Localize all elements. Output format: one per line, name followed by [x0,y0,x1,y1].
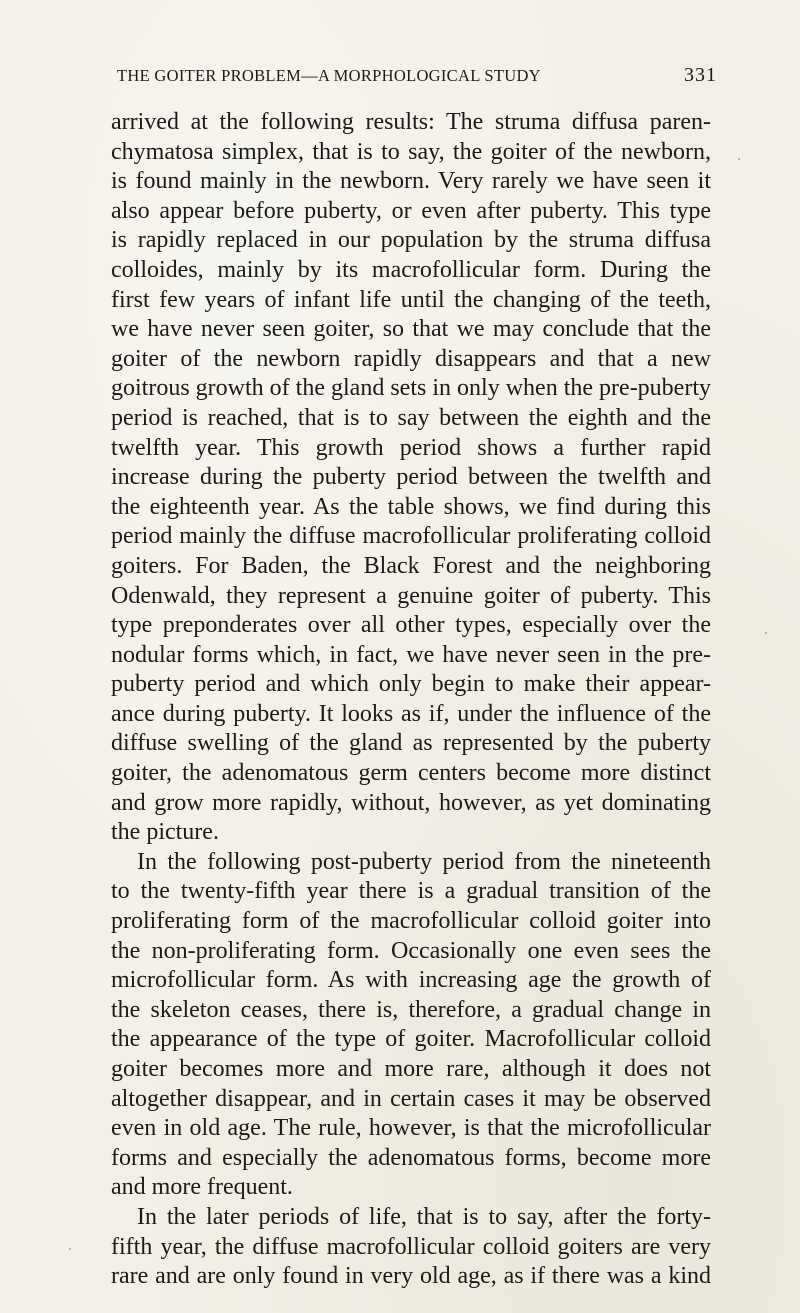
text-line: is found mainly in the newborn. Very rarely we have seen it [111,168,711,195]
text-line: the eighteenth year. As the table shows, we find during this [111,493,711,520]
text-line: chymatosa simplex, that is to say, the goiter of the newborn, [111,138,711,165]
paragraph-3 [111,1203,711,1292]
text-line: also appear before puberty, or even after puberty. This type [111,197,711,224]
body-text [111,108,711,1292]
text-line: is rapidly replaced in our population by the struma diffusa [111,227,711,254]
text-line: goiters. For Baden, the Black Forest and the neighboring [111,552,711,579]
paper-speck [69,1248,71,1250]
text-line: we have never seen goiter, so that we may conclude that the [111,316,711,343]
text-line: forms and especially the adenomatous forms, become more [111,1144,711,1171]
text-line: In the later periods of life, that is to say, after the forty- [137,1203,711,1230]
text-line: the picture. [111,819,219,846]
text-line: arrived at the following results: The struma diffusa paren- [111,109,711,135]
text-line: microfollicular form. As with increasing age the growth of [111,967,711,994]
text-line: the non-proliferating form. Occasionally one even sees the [111,937,711,964]
paragraph-2 [111,848,711,1203]
text-line: goiter becomes more and more rare, although it does not [111,1056,711,1082]
text-line: type preponderates over all other types, especially over the [111,612,711,639]
text-line: to the twenty-fifth year there is a gradual transition of the [111,878,711,905]
text-line: diffuse swelling of the gland as represented by the puberty [111,730,711,757]
text-line: even in old age. The rule, however, is that the microfollicular [111,1115,711,1142]
text-line: puberty period and which only begin to make their appear- [111,671,711,698]
text-line: period is reached, that is to say between the eighth and the [111,404,711,431]
text-line: period mainly the diffuse macrofollicular proliferating colloid [111,523,711,550]
text-line: altogether disappear, and in certain cases it may be observed [111,1085,711,1112]
page-number: 331 [684,64,717,86]
paper-speck [765,632,767,634]
text-line: goitrous growth of the gland sets in only when the pre-puberty [111,375,711,402]
text-line: fifth year, the diffuse macrofollicular colloid goiters are very [111,1233,711,1260]
text-line: and grow more rapidly, without, however, as yet dominating [111,789,711,816]
running-title: THE GOITER PROBLEM—A MORPHOLOGICAL STUDY [117,66,541,85]
text-line: colloides, mainly by its macrofollicular form. During the [111,256,711,283]
text-line: twelfth year. This growth period shows a further rapid [111,434,711,461]
text-line: the appearance of the type of goiter. Macrofollicular colloid [111,1026,711,1053]
text-line: goiter, the adenomatous germ centers become more distinct [111,760,711,787]
text-line: increase during the puberty period between the twelfth and [111,464,711,491]
text-line: goiter of the newborn rapidly disappears and that a new [111,345,711,372]
text-line: ance during puberty. It looks as if, under the influence of the [111,700,711,727]
text-line: proliferating form of the macrofollicular colloid goiter into [111,908,711,935]
running-head [117,64,717,94]
text-line: In the following post-puberty period from the nineteenth [137,848,711,875]
text-line: rare and are only found in very old age, as if there was a kind [111,1263,711,1290]
text-line: and more frequent. [111,1174,293,1201]
text-line: first few years of infant life until the changing of the teeth, [111,286,711,313]
paper-speck [738,158,740,160]
text-line: the skeleton ceases, there is, therefore, a gradual change in [111,996,711,1023]
text-line: nodular forms which, in fact, we have never seen in the pre- [111,641,711,668]
paragraph-1 [111,108,711,848]
text-line: Odenwald, they represent a genuine goiter of puberty. This [111,582,711,609]
